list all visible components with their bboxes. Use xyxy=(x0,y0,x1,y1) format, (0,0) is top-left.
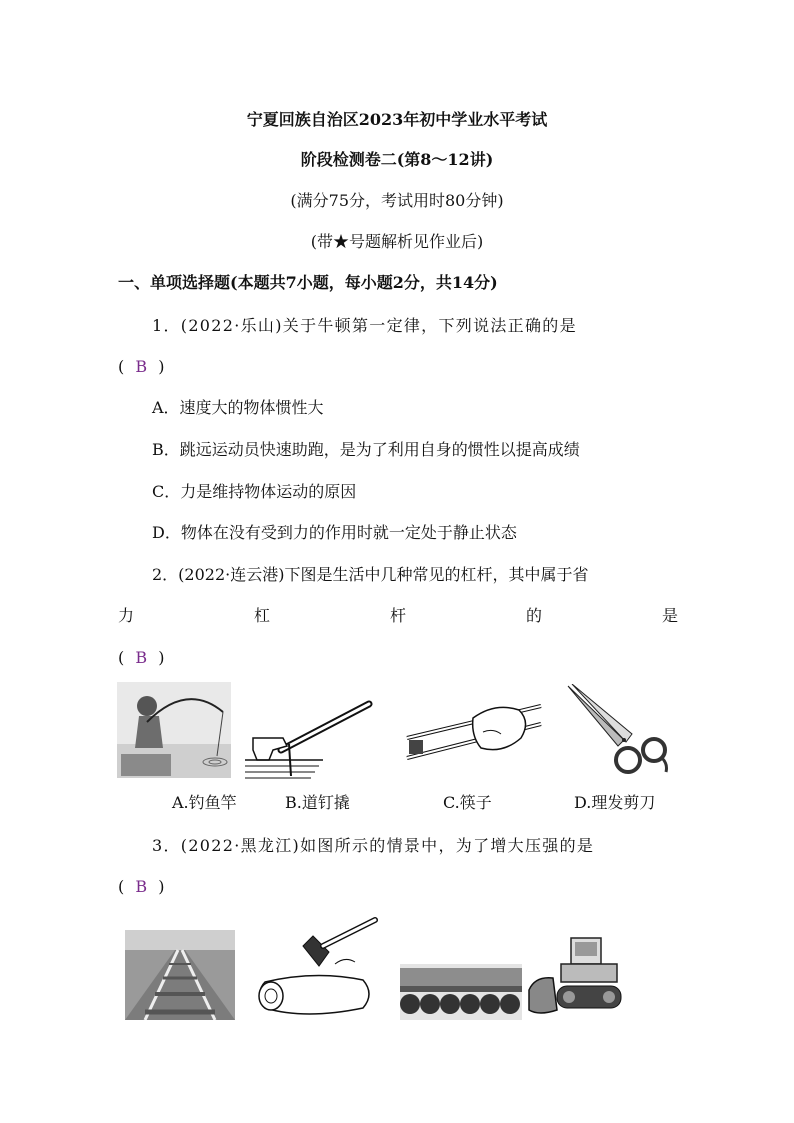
fishing-rod-icon xyxy=(117,682,231,778)
paren-close: ) xyxy=(158,357,165,376)
q3-answer-paren xyxy=(118,877,678,897)
exam-subtitle: 阶段检测卷二(第8～12讲) xyxy=(300,150,494,169)
q2-caption-c: C.筷子 xyxy=(443,793,492,812)
q2-word: 是 xyxy=(661,606,678,625)
q1-answer-paren xyxy=(118,357,678,377)
hair-scissors-icon xyxy=(566,684,670,776)
q2-word: 杠 xyxy=(253,606,270,625)
section-heading: 一、单项选择题(本题共7小题，每小题2分，共14分) xyxy=(118,273,498,292)
q2-word: 杆 xyxy=(389,606,406,625)
nail-pry-bar-icon xyxy=(243,700,373,780)
q1-option-d: D．物体在没有受到力的作用时就一定处于静止状态 xyxy=(152,523,517,542)
paren-close: ) xyxy=(158,877,165,896)
axe-chopping-wood-icon xyxy=(245,912,381,1022)
paren-open: ( xyxy=(118,648,125,667)
q2-stem: 2．(2022·连云港)下图是生活中几种常见的杠杆，其中属于省 xyxy=(152,565,589,584)
q3-answer: B xyxy=(135,877,148,896)
q1-answer: B xyxy=(135,357,148,376)
paren-open: ( xyxy=(118,877,125,896)
paren-close: ) xyxy=(158,648,165,667)
q2-stem-continued xyxy=(118,606,678,626)
q2-caption-b: B.道钉撬 xyxy=(285,793,350,812)
q3-stem: 3．(2022·黑龙江)如图所示的情景中，为了增大压强的是 xyxy=(152,836,595,855)
heavy-truck-wheels-icon xyxy=(400,964,522,1020)
paren-open: ( xyxy=(118,357,125,376)
q1-option-c: C．力是维持物体运动的原因 xyxy=(152,482,357,501)
exam-title: 宁夏回族自治区2023年初中学业水平考试 xyxy=(246,110,548,129)
q2-answer: B xyxy=(135,648,148,667)
railway-track-icon xyxy=(125,930,235,1020)
q2-word: 力 xyxy=(118,606,135,625)
q2-word: 的 xyxy=(525,606,542,625)
q2-answer-paren xyxy=(118,648,678,668)
q1-option-b: B．跳远运动员快速助跑，是为了利用自身的惯性以提高成绩 xyxy=(152,440,580,459)
chopsticks-icon xyxy=(403,698,545,770)
analysis-note: (带★号题解析见作业后) xyxy=(310,232,484,251)
q2-caption-d: D.理发剪刀 xyxy=(574,793,656,812)
q1-option-a: A．速度大的物体惯性大 xyxy=(152,398,324,417)
score-info: (满分75分，考试用时80分钟) xyxy=(290,191,504,210)
q2-caption-a: A.钓鱼竿 xyxy=(172,793,237,812)
q1-stem: 1．(2022·乐山)关于牛顿第一定律，下列说法正确的是 xyxy=(152,316,577,335)
bulldozer-icon xyxy=(527,932,623,1022)
